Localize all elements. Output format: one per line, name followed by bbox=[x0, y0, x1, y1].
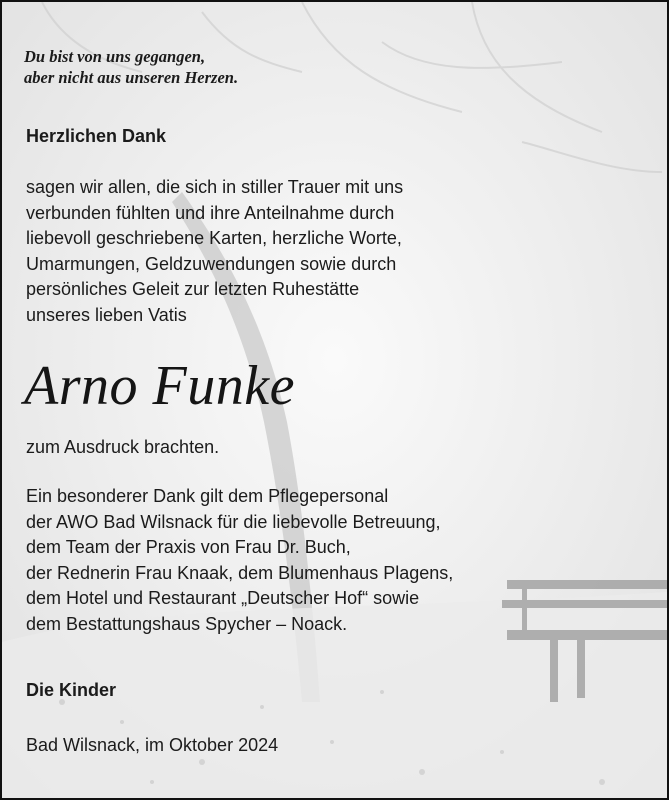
paragraph-line: persönliches Geleit zur letzten Ruhestätte bbox=[26, 279, 360, 300]
motto-line: Du bist von uns gegangen, bbox=[24, 47, 206, 66]
paragraph-line: liebevoll geschriebene Karten, herzliche Worte, bbox=[26, 228, 402, 249]
special-thanks-paragraph bbox=[26, 484, 453, 638]
thanks-paragraph bbox=[26, 175, 403, 329]
obituary-content bbox=[2, 2, 667, 798]
motto bbox=[24, 46, 238, 88]
paragraph-line: der Rednerin Frau Knaak, dem Blumenhaus Plagens, bbox=[26, 562, 454, 583]
paragraph-line: der AWO Bad Wilsnack für die liebevolle Betreuung, bbox=[26, 511, 441, 532]
signer: Die Kinder bbox=[26, 680, 117, 700]
paragraph-line: Ein besonderer Dank gilt dem Pflegepersonal bbox=[26, 486, 389, 506]
paragraph-line: unseres lieben Vatis bbox=[26, 304, 187, 325]
deceased-name: Arno Funke bbox=[24, 355, 295, 417]
paragraph-line: dem Hotel und Restaurant „Deutscher Hof“ sowie bbox=[26, 588, 420, 609]
paragraph-line: dem Team der Praxis von Frau Dr. Buch, bbox=[26, 537, 351, 558]
paragraph-line: sagen wir allen, die sich in stiller Trauer mit uns bbox=[26, 177, 404, 197]
place-and-date: Bad Wilsnack, im Oktober 2024 bbox=[26, 735, 279, 755]
paragraph-line: dem Bestattungshaus Spycher – Noack. bbox=[26, 613, 348, 634]
expression-line: zum Ausdruck brachten. bbox=[26, 437, 220, 457]
paragraph-line: Umarmungen, Geldzuwendungen sowie durch bbox=[26, 253, 397, 274]
paragraph-line: verbunden fühlten und ihre Anteilnahme durch bbox=[26, 202, 395, 223]
thanks-heading: Herzlichen Dank bbox=[26, 126, 167, 146]
motto-line: aber nicht aus unseren Herzen. bbox=[24, 68, 239, 87]
